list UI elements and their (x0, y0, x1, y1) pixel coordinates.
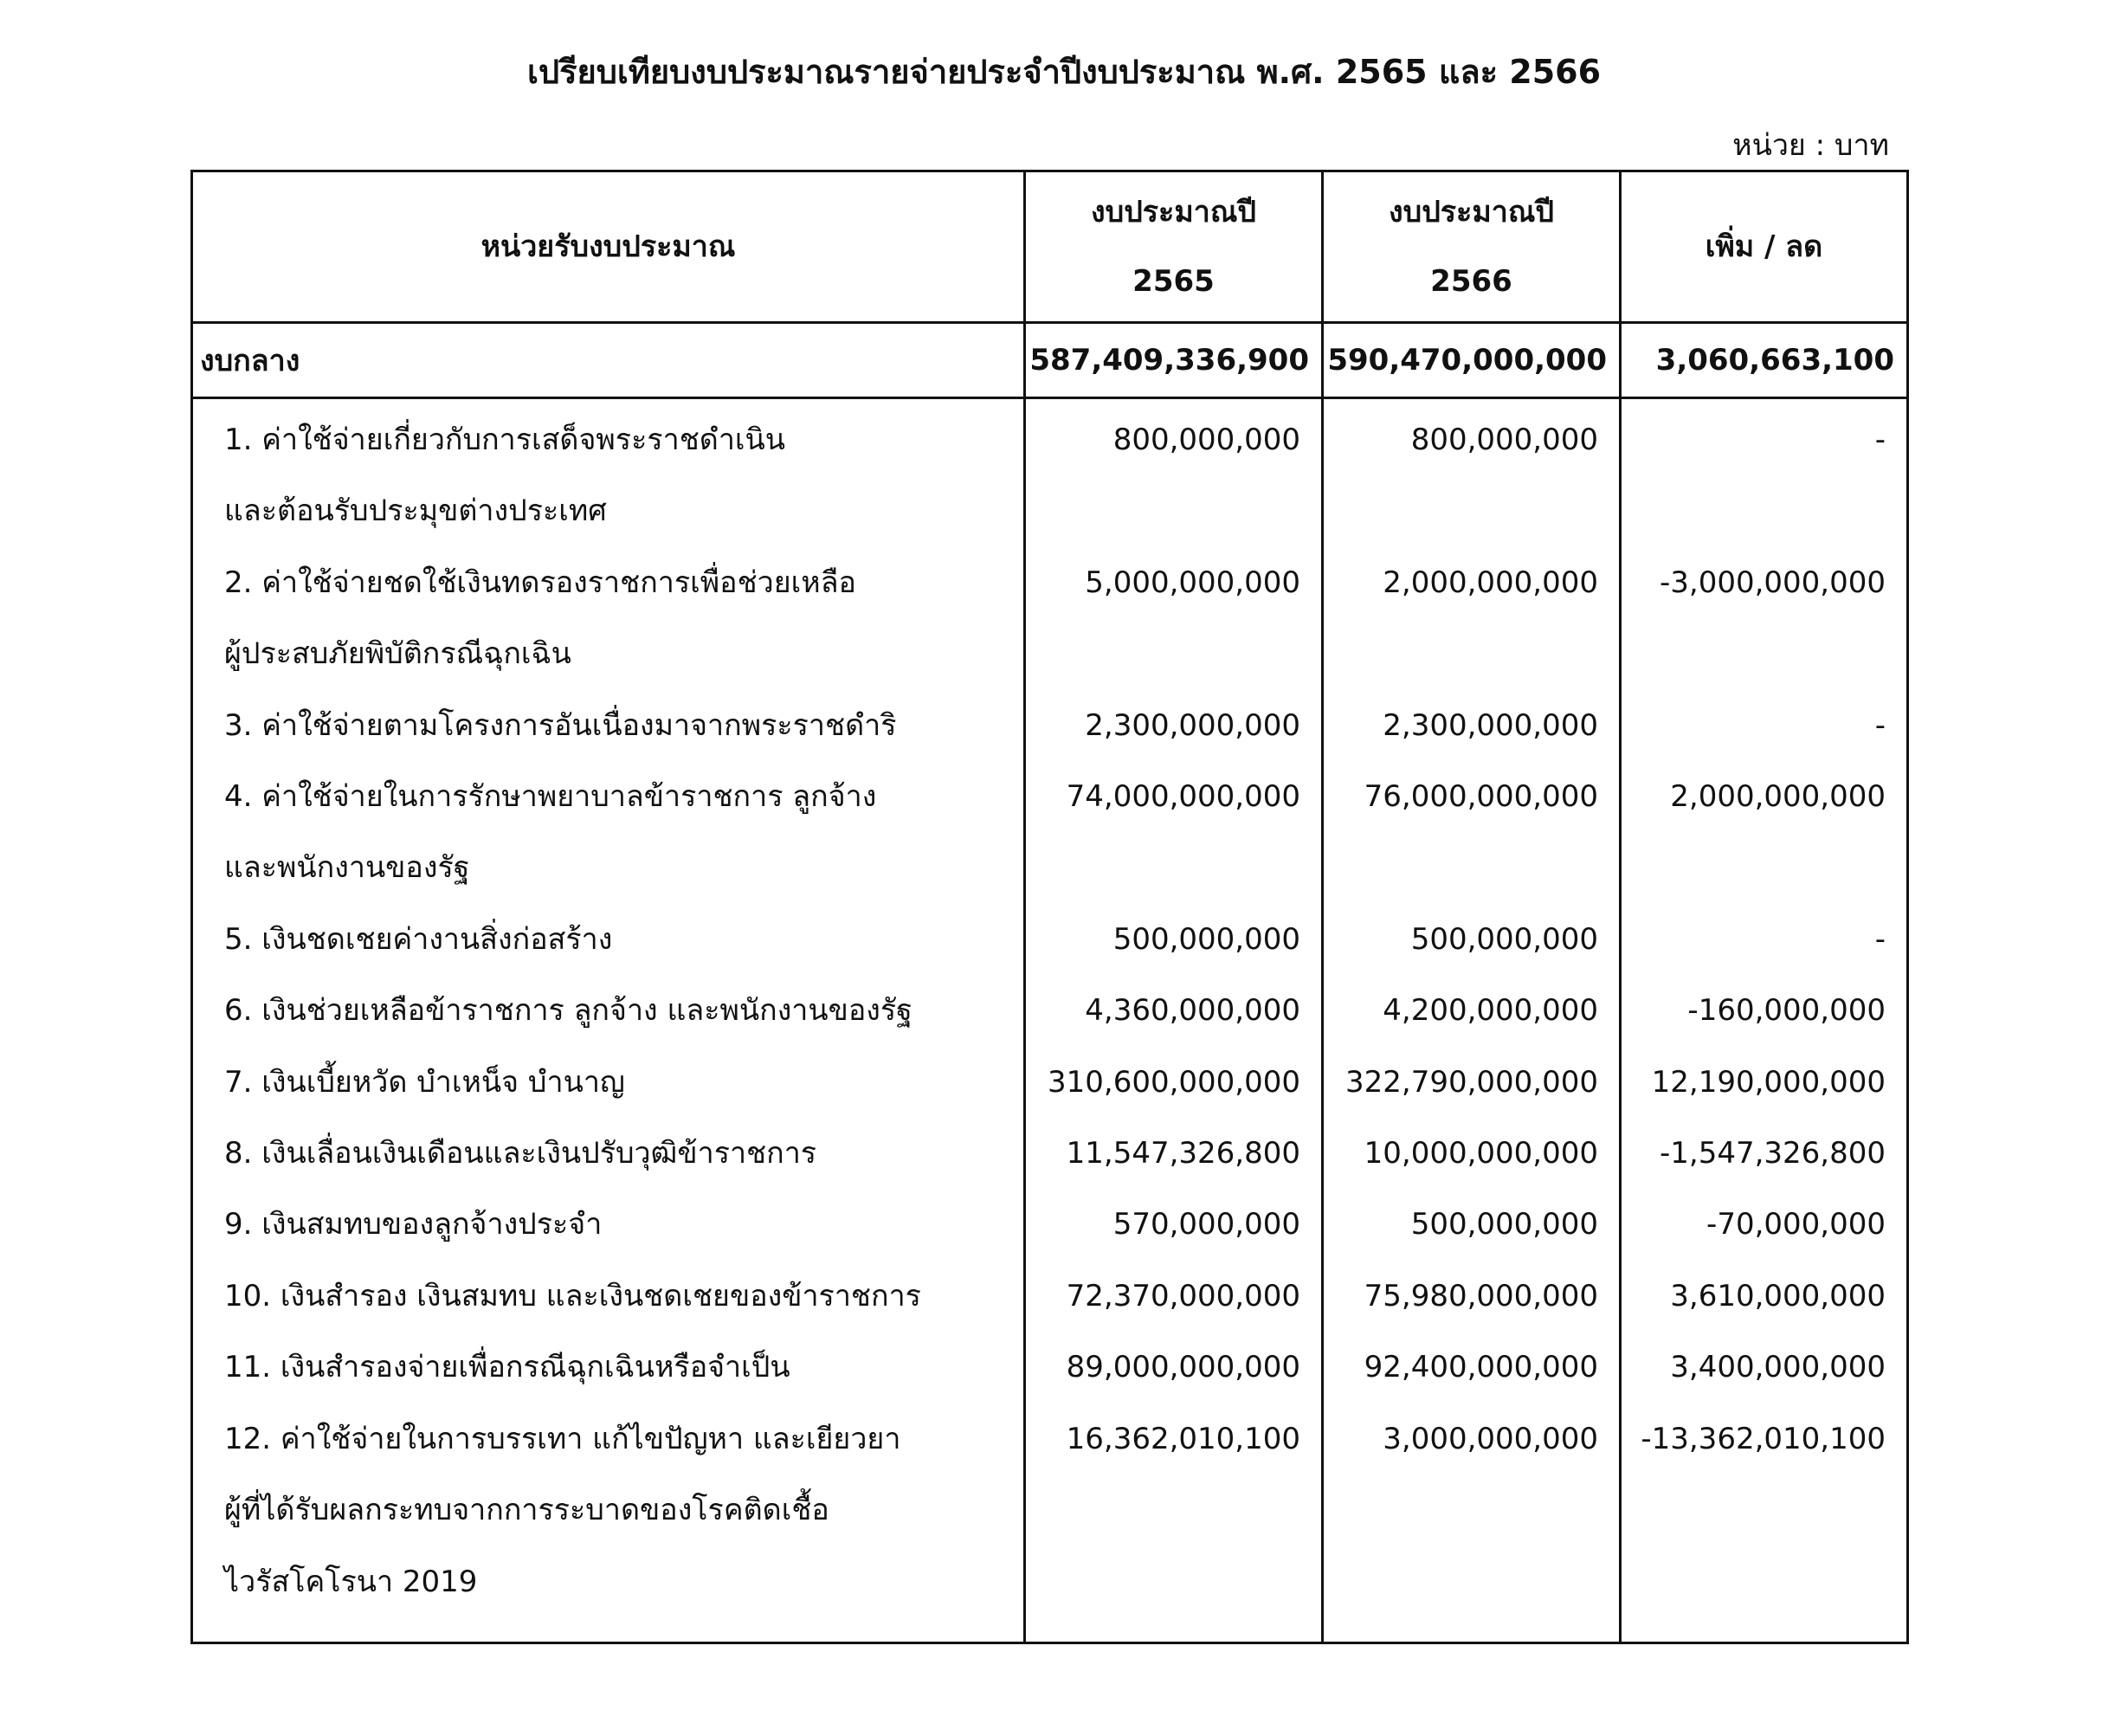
row-2565: 72,370,000,000 (1025, 1261, 1323, 1332)
summary-2566: 590,470,000,000 (1323, 323, 1621, 398)
header-budget-2565 (1025, 171, 1323, 323)
budget-comparison-table (190, 170, 1909, 1644)
table-header-row (192, 171, 1908, 323)
row-2565: 800,000,000 (1025, 398, 1323, 547)
header-budget-2565-line2: 2565 (1132, 264, 1215, 299)
summary-row (192, 323, 1908, 398)
header-budget-2566-line1: งบประมาณปี (1389, 195, 1554, 229)
row-diff: 3,610,000,000 (1621, 1261, 1908, 1332)
table-row (192, 1261, 1908, 1332)
row-label: 6. เงินช่วยเหลือข้าราชการ ลูกจ้าง และพนักงานของรัฐ (192, 975, 1025, 1046)
row-2566: 4,200,000,000 (1323, 975, 1621, 1046)
row-2566: 322,790,000,000 (1323, 1047, 1621, 1118)
row-label: 5. เงินชดเชยค่างานสิ่งก่อสร้าง (192, 904, 1025, 975)
row-label: 9. เงินสมทบของลูกจ้างประจำ (192, 1189, 1025, 1260)
row-2565: 11,547,326,800 (1025, 1118, 1323, 1189)
row-diff: - (1621, 398, 1908, 547)
row-label: 12. ค่าใช้จ่ายในการบรรเทา แก้ไขปัญหา และเยียวยา ผู้ที่ได้รับผลกระทบจากการระบาดของโรคติดเชื้อ ไวรัสโคโรนา 2019 (192, 1404, 1025, 1643)
row-diff: -160,000,000 (1621, 975, 1908, 1046)
row-2566: 3,000,000,000 (1323, 1404, 1621, 1643)
row-2565: 2,300,000,000 (1025, 690, 1323, 761)
row-label: 2. ค่าใช้จ่ายชดใช้เงินทดรองราชการเพื่อช่วยเหลือ ผู้ประสบภัยพิบัติกรณีฉุกเฉิน (192, 547, 1025, 690)
row-diff: - (1621, 690, 1908, 761)
row-2566: 10,000,000,000 (1323, 1118, 1621, 1189)
row-2566: 92,400,000,000 (1323, 1332, 1621, 1403)
row-label: 4. ค่าใช้จ่ายในการรักษาพยาบาลข้าราชการ ลูกจ้าง และพนักงานของรัฐ (192, 761, 1025, 904)
row-2565: 89,000,000,000 (1025, 1332, 1323, 1403)
header-budget-2566 (1323, 171, 1621, 323)
row-label: 1. ค่าใช้จ่ายเกี่ยวกับการเสด็จพระราชดำเนิน และต้อนรับประมุขต่างประเทศ (192, 398, 1025, 547)
row-2565: 310,600,000,000 (1025, 1047, 1323, 1118)
table-row (192, 1118, 1908, 1189)
header-budget-unit-label: หน่วยรับงบประมาณ (480, 229, 736, 264)
row-diff: -70,000,000 (1621, 1189, 1908, 1260)
summary-label: งบกลาง (192, 323, 1025, 398)
table-row (192, 1404, 1908, 1643)
row-2566: 76,000,000,000 (1323, 761, 1621, 904)
header-increase-decrease (1621, 171, 1908, 323)
row-label: 3. ค่าใช้จ่ายตามโครงการอันเนื่องมาจากพระราชดำริ (192, 690, 1025, 761)
row-2565: 570,000,000 (1025, 1189, 1323, 1260)
document-title: เปรียบเทียบงบประมาณรายจ่ายประจำปีงบประมาณ พ.ศ. 2565 และ 2566 (526, 53, 1602, 91)
row-label: 7. เงินเบี้ยหวัด บำเหน็จ บำนาญ (192, 1047, 1025, 1118)
row-diff: 2,000,000,000 (1621, 761, 1908, 904)
table-row (192, 975, 1908, 1046)
row-diff: -1,547,326,800 (1621, 1118, 1908, 1189)
row-2566: 2,300,000,000 (1323, 690, 1621, 761)
row-diff: 3,400,000,000 (1621, 1332, 1908, 1403)
row-label: 10. เงินสำรอง เงินสมทบ และเงินชดเชยของข้าราชการ (192, 1261, 1025, 1332)
header-budget-2566-line2: 2566 (1430, 264, 1512, 299)
table-row (192, 904, 1908, 975)
row-diff: -13,362,010,100 (1621, 1404, 1908, 1643)
table-row (192, 1047, 1908, 1118)
row-diff: 12,190,000,000 (1621, 1047, 1908, 1118)
row-2565: 74,000,000,000 (1025, 761, 1323, 904)
row-label: 8. เงินเลื่อนเงินเดือนและเงินปรับวุฒิข้าราชการ (192, 1118, 1025, 1189)
row-2566: 500,000,000 (1323, 904, 1621, 975)
header-increase-decrease-label: เพิ่ม / ลด (1705, 229, 1823, 264)
summary-diff: 3,060,663,100 (1621, 323, 1908, 398)
table-row (192, 547, 1908, 690)
table-row (192, 690, 1908, 761)
header-budget-2565-line1: งบประมาณปี (1091, 195, 1256, 229)
table-row (192, 761, 1908, 904)
header-budget-unit (192, 171, 1025, 323)
table-row (192, 398, 1908, 547)
row-diff: -3,000,000,000 (1621, 547, 1908, 690)
table-row (192, 1332, 1908, 1403)
row-2565: 500,000,000 (1025, 904, 1323, 975)
row-2566: 500,000,000 (1323, 1189, 1621, 1260)
row-2565: 4,360,000,000 (1025, 975, 1323, 1046)
row-2566: 800,000,000 (1323, 398, 1621, 547)
row-diff: - (1621, 904, 1908, 975)
summary-2565: 587,409,336,900 (1025, 323, 1323, 398)
unit-label: หน่วย : บาท (1732, 128, 1889, 163)
row-2565: 16,362,010,100 (1025, 1404, 1323, 1643)
row-2565: 5,000,000,000 (1025, 547, 1323, 690)
table-row (192, 1189, 1908, 1260)
row-2566: 2,000,000,000 (1323, 547, 1621, 690)
row-2566: 75,980,000,000 (1323, 1261, 1621, 1332)
row-label: 11. เงินสำรองจ่ายเพื่อกรณีฉุกเฉินหรือจำเป็น (192, 1332, 1025, 1403)
